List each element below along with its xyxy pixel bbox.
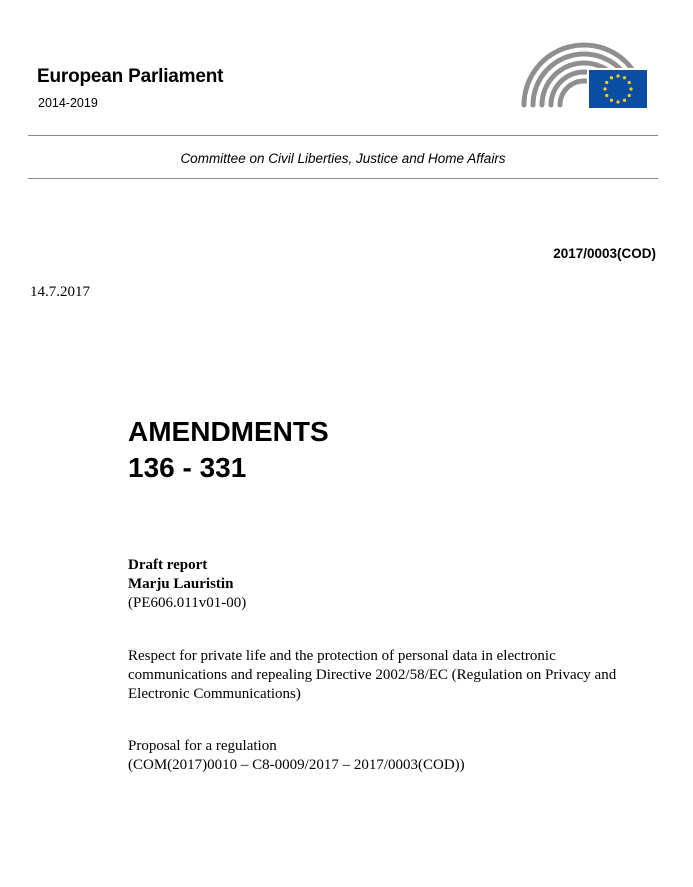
institution-name: European Parliament: [37, 66, 224, 87]
header-bottom-rule: [28, 178, 658, 179]
european-parliament-logo-icon: [518, 39, 650, 111]
title-amendments: AMENDMENTS: [128, 416, 329, 447]
eu-star-icon: [628, 94, 631, 97]
draft-report-reference: (PE606.011v01-00): [128, 595, 247, 611]
proposal-block: [128, 737, 465, 775]
parliamentary-term: 2014-2019: [38, 96, 98, 110]
eu-star-icon: [628, 81, 631, 84]
draft-report-label: Draft report: [128, 557, 208, 573]
document-date: 14.7.2017: [30, 284, 90, 300]
header-top-rule: [28, 135, 658, 136]
proposal-reference: (COM(2017)0010 – C8-0009/2017 – 2017/0003(COD)): [128, 757, 465, 773]
eu-star-icon: [616, 74, 619, 77]
eu-star-icon: [616, 100, 619, 103]
eu-star-icon: [623, 76, 626, 79]
document-title: [128, 414, 329, 486]
proposal-label: Proposal for a regulation: [128, 738, 277, 754]
rapporteur-name: Marju Lauristin: [128, 576, 234, 592]
procedure-number: 2017/0003(COD): [553, 246, 656, 261]
committee-name: Committee on Civil Liberties, Justice and Home Affairs: [180, 151, 506, 166]
draft-report-block: [128, 556, 246, 613]
eu-star-icon: [610, 99, 613, 102]
eu-star-icon: [605, 94, 608, 97]
eu-star-icon: [629, 87, 632, 90]
eu-star-icon: [603, 87, 606, 90]
eu-star-icon: [623, 99, 626, 102]
eu-star-icon: [605, 81, 608, 84]
eu-star-icon: [610, 76, 613, 79]
regulation-description: Respect for private life and the protection of personal data in electronic communications and repealing Directive 2002/58/EC (Regulation on Privacy and Electronic Communications): [128, 648, 617, 702]
title-amendment-range: 136 - 331: [128, 452, 247, 483]
